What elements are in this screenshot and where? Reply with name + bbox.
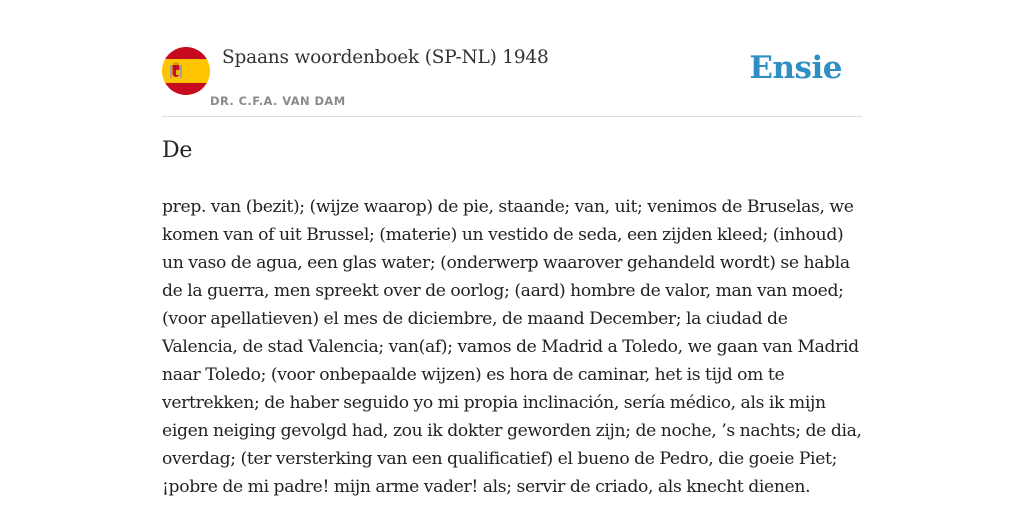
ensie-logo[interactable]: Ensie: [749, 50, 842, 86]
spain-flag-icon[interactable]: [162, 47, 210, 95]
entry-title: De: [162, 138, 193, 163]
dictionary-author: DR. C.F.A. VAN DAM: [210, 94, 346, 108]
entry-definition: prep. van (bezit); (wijze waarop) de pie, staande; van, uit; venimos de Bruselas, we komen van of uit Brussel; (materie) un vestido de seda, een zijden kleed; (inhoud) un vaso de agua, een glas water; (onderwerp waarover gehandeld wordt) se habla de la guerra, men spreekt over de oorlog; (aard) hombre de valor, man van moed; (voor apellatieven) el mes de diciembre, de maand December; la ciudad de Valencia, de stad Valencia; van(af); vamos de Madrid a Toledo, we gaan van Madrid naar Toledo; (voor onbepaalde wijzen) es hora de caminar, het is tijd om te vertrekken; de haber seguido yo mi propia inclinación, sería médico, als ik mijn eigen neiging gevolgd had, zou ik dokter geworden zijn; de noche, ’s nachts; de dia, overdag; (ter versterking van een qualificatief) el bueno de Pedro, die goeie Piet; ¡pobre de mi padre! mijn arme vader! als; servir de criado, als knecht dienen.: [162, 197, 862, 497]
dictionary-title[interactable]: Spaans woordenboek (SP-NL) 1948: [222, 47, 549, 68]
dictionary-header: [162, 44, 862, 117]
spain-flag-graphic: [162, 47, 210, 95]
